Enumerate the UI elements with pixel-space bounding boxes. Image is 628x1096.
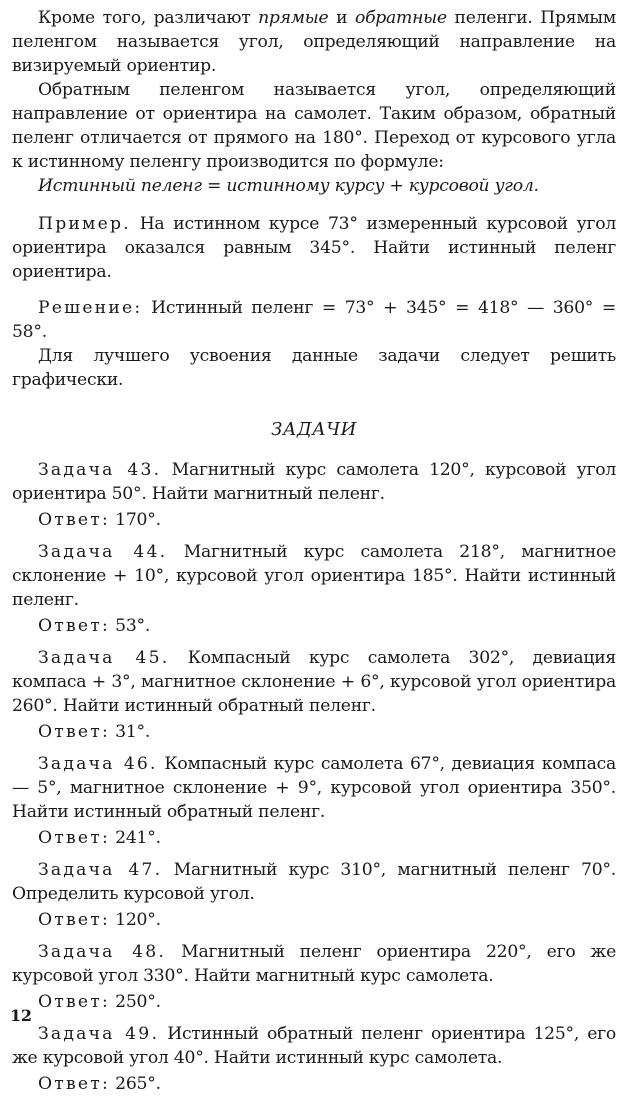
answer-label: Ответ: <box>38 828 110 848</box>
problem-body: Истинный обратный пеленг ориентира 125°, его же курсовой угол 40°. Найти истинный курс самолета. <box>12 1024 616 1068</box>
problem-body: Магнитный курс 310°, магнитный пеленг 70°. Определить курсовой угол. <box>12 860 616 904</box>
text-run: Кроме того, различают <box>38 8 259 28</box>
problem-text <box>12 940 616 988</box>
problem-body: Магнитный курс самолета 218°, магнитное склонение + 10°, курсовой угол ориентира 185°. Найти истинный пеленг. <box>12 542 616 610</box>
problem-body: Магнитный курс самолета 120°, курсовой угол ориентира 50°. Найти магнитный пеленг. <box>12 460 616 504</box>
answer-label: Ответ: <box>38 910 110 930</box>
problem-43 <box>12 458 616 532</box>
example-text: На истинном курсе 73° измеренный курсовой угол ориентира оказался равным 345°. Найти истинный пеленг ориентира. <box>12 214 616 282</box>
answer-label: Ответ: <box>38 1074 110 1094</box>
problem-body: Компасный курс самолета 302°, девиация компаса + 3°, магнитное склонение + 6°, курсовой угол ориентира 260°. Найти истинный обратный пеленг. <box>12 648 616 716</box>
problem-label: Задача 46. <box>38 754 158 774</box>
problem-answer <box>12 826 616 850</box>
problem-body: Магнитный пеленг ориентира 220°, его же курсовой угол 330°. Найти магнитный курс самолета. <box>12 942 616 986</box>
problem-answer <box>12 990 616 1014</box>
problem-44 <box>12 540 616 638</box>
section-heading: ЗАДАЧИ <box>271 419 357 440</box>
problem-45 <box>12 646 616 744</box>
term-direct: прямые <box>258 8 329 28</box>
answer-value: 241°. <box>109 828 161 848</box>
bearing-formula: Истинный пеленг = истинному курсу + курсовой угол. <box>38 176 539 196</box>
problem-47 <box>12 858 616 932</box>
answer-label: Ответ: <box>38 510 110 530</box>
problem-text <box>12 752 616 824</box>
text-run: и <box>328 8 355 28</box>
term-reverse: обратные <box>354 8 447 28</box>
intro-paragraph-1 <box>12 6 616 78</box>
answer-label: Ответ: <box>38 992 110 1012</box>
problem-body: Компасный курс самолета 67°, девиация компаса — 5°, магнитное склонение + 9°, курсовой угол ориентира 350°. Найти истинный обратный пеленг. <box>12 754 616 822</box>
problem-label: Задача 48. <box>38 942 167 962</box>
intro-paragraph-2: Обратным пеленгом называется угол, определяющий направление от ориентира на самолет. Таким образом, обратный пеленг отличается от прямого на 180°. Переход от курсового угла к истинному пеленгу производится по формуле: <box>12 80 616 172</box>
problem-answer <box>12 508 616 532</box>
answer-value: 31°. <box>109 722 151 742</box>
answer-value: 170°. <box>109 510 161 530</box>
problem-text <box>12 646 616 718</box>
problem-48 <box>12 940 616 1014</box>
problem-answer <box>12 1072 616 1096</box>
answer-label: Ответ: <box>38 722 110 742</box>
problem-label: Задача 47. <box>38 860 163 880</box>
answer-label: Ответ: <box>38 616 110 636</box>
problem-text <box>12 458 616 506</box>
problem-answer <box>12 720 616 744</box>
example-paragraph <box>12 212 616 284</box>
problem-label: Задача 44. <box>38 542 168 562</box>
answer-value: 120°. <box>109 910 161 930</box>
answer-value: 53°. <box>109 616 151 636</box>
solution-paragraph <box>12 296 616 344</box>
example-label: Пример. <box>38 214 131 234</box>
problem-label: Задача 43. <box>38 460 162 480</box>
problem-49 <box>12 1022 616 1096</box>
problem-label: Задача 45. <box>38 648 170 668</box>
text-run: пеленги. Прямым пеленгом называется угол, определяющий направление на визируемый ориентир. <box>12 8 616 76</box>
answer-value: 265°. <box>109 1074 161 1094</box>
problem-answer <box>12 908 616 932</box>
problem-text <box>12 1022 616 1070</box>
problem-answer <box>12 614 616 638</box>
solution-label: Решение: <box>38 298 143 318</box>
answer-value: 250°. <box>109 992 161 1012</box>
page-number: 12 <box>10 1006 32 1025</box>
note-paragraph: Для лучшего усвоения данные задачи следует решить графически. <box>12 346 616 390</box>
problem-text <box>12 540 616 612</box>
problem-label: Задача 49. <box>38 1024 160 1044</box>
problem-46 <box>12 752 616 850</box>
problem-text <box>12 858 616 906</box>
solution-text: Истинный пеленг = 73° + 345° = 418° — 360° = 58°. <box>12 298 616 342</box>
problems-list <box>12 458 616 1096</box>
